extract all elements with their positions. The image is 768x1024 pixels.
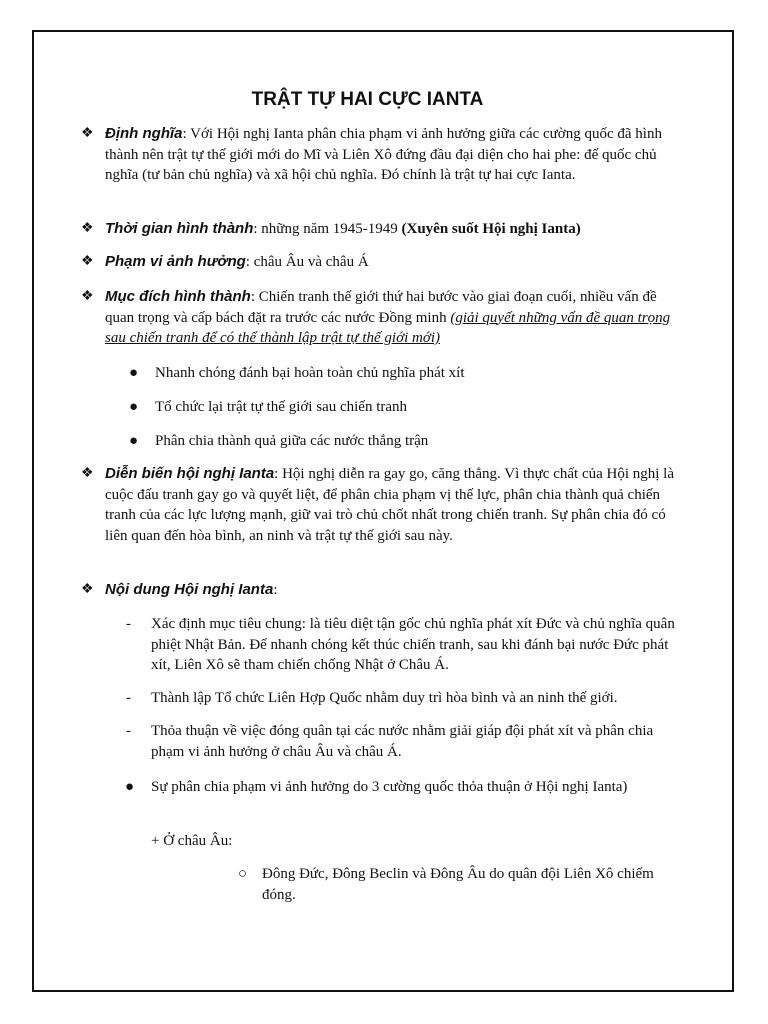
section-text: : [273,582,278,598]
section-heading: Mục đích hình thành [105,288,251,305]
section-conference-content [81,580,680,601]
section-formation-time [81,219,680,240]
section-heading: Định nghĩa [105,125,183,142]
list-item: ● Nhanh chóng đánh bại hoàn toàn chủ nghĩa phát xít [155,363,680,384]
section-heading: Diễn biến hội nghị Ianta [105,465,275,482]
dash-bullet: - [126,723,131,739]
dash-list-item: - Xác định mục tiêu chung: là tiêu diệt tận gốc chủ nghĩa phát xít Đức và chủ nghĩa quân phiệt Nhật Bản. Để nhanh chóng kết thúc chiến tranh, sau khi đánh bại nước Đức phát xít, Liên Xô sẽ tham chiến chống Nhật ở Châu Á. [126,616,675,673]
dash-list-item: - Thành lập Tổ chức Liên Hợp Quốc nhằm duy trì hòa bình và an ninh thế giới. [151,688,681,709]
diamond-bullet-icon: ❖ [81,466,94,481]
bullet-dot-icon: ● [129,399,139,415]
diamond-bullet-icon: ❖ [81,126,94,141]
bullet-dot-icon: ● [125,779,135,795]
bullet-dot-icon: ● [129,433,139,449]
section-text: : Hội nghị diễn ra gay go, căng thẳng. Vì thực chất của Hội nghị là cuộc đấu tranh gay go và quyết liệt, để phân chia phạm vị thế lực, phân chia thành quả chiến tranh của các lực lượng mạnh, giữ vai trò chủ chốt nhất trong chiến tranh. Sự phân chia đó có liên quan đến hòa bình, an ninh và trật tự thế giới sau này. [105,466,675,544]
page-title: TRẬT TỰ HAI CỰC IANTA [251,89,484,110]
list-item: ● Sự phân chia phạm vi ảnh hưởng do 3 cường quốc thỏa thuận ở Hội nghị Ianta) [151,777,681,798]
list-item: ● Tổ chức lại trật tự thế giới sau chiến tranh [155,397,680,418]
circle-bullet-icon: ○ [238,866,248,882]
diamond-bullet-icon: ❖ [81,582,94,597]
bullet-dot-icon: ● [129,365,139,381]
dash-bullet: - [126,690,131,706]
section-heading: Nội dung Hội nghị Ianta [105,581,274,598]
diamond-bullet-icon: ❖ [81,289,94,304]
dash-list-item: - Thỏa thuận về việc đóng quân tại các nước nhằm giải giáp đội phát xít và phân chia phạm vi ảnh hưởng ở châu Âu và châu Á. [126,723,654,760]
section-conference-progress [81,464,680,546]
circle-list-item: ○ Đông Đức, Đông Beclin và Đông Âu do quân đội Liên Xô chiếm đóng. [238,866,654,903]
section-influence-scope [81,252,680,273]
dash-bullet: - [126,616,131,632]
sub-heading-europe: + Ở châu Âu: [151,833,233,849]
section-bold-note: (Xuyên suốt Hội nghị Ianta) [401,221,581,237]
diamond-bullet-icon: ❖ [81,254,94,269]
section-text: : châu Âu và châu Á [245,254,369,270]
section-text: : Chiến tranh thế giới thứ hai bước vào giai đoạn cuối, nhiều vấn đề quan trọng và cấp bách đặt ra trước các nước Đồng minh [105,289,657,326]
diamond-bullet-icon: ❖ [81,221,94,236]
section-underlined-note: (giải quyết những vấn đề quan trọng sau chiến tranh để có thể thành lập trật tự thế giới mới) [105,309,671,346]
section-definition [81,124,680,186]
section-text: : Với Hội nghị Ianta phân chia phạm vi ảnh hưởng giữa các cường quốc đã hình thành nên trật tự thế giới mới do Mĩ và Liên Xô đứng đầu đại diện cho hai phe: đế quốc chủ nghĩa (tư bản chủ nghĩa) và xã hội chủ nghĩa. Đó chính là trật tự hai cực Ianta. [105,126,662,183]
section-purpose [81,287,680,349]
section-heading: Thời gian hình thành [105,220,254,237]
section-heading: Phạm vi ảnh hưởng [105,253,246,270]
section-text: : những năm 1945-1949 [253,221,402,237]
list-item: ● Phân chia thành quả giữa các nước thắng trận [155,431,680,452]
